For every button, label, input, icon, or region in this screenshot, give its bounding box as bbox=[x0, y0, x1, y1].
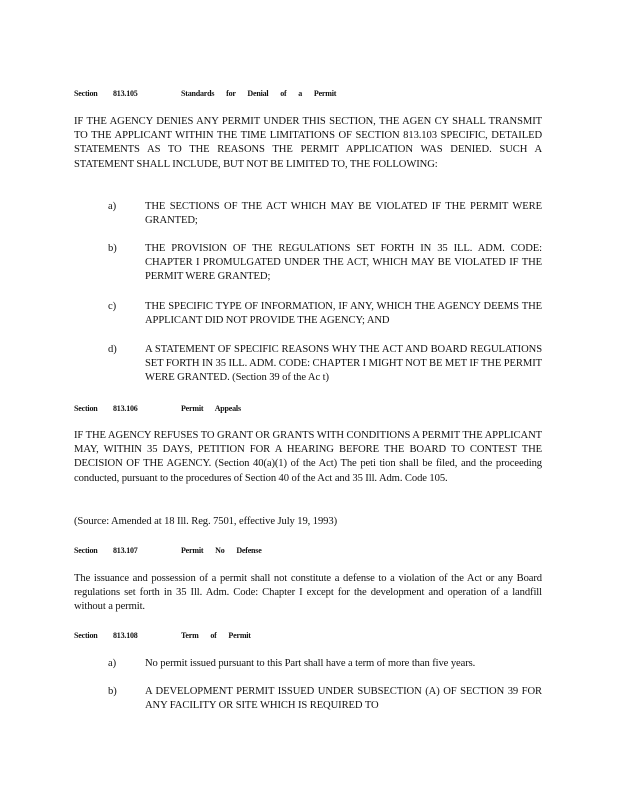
list-marker: c) bbox=[108, 301, 117, 312]
section-heading-813-106 bbox=[74, 404, 241, 413]
list-marker: a) bbox=[108, 658, 117, 669]
list-marker: a) bbox=[108, 201, 117, 212]
section-label: Section bbox=[74, 89, 98, 98]
section-title: Permit No Defense bbox=[181, 546, 262, 555]
list-item-text: A STATEMENT OF SPECIFIC REASONS WHY THE ACT AND BOARD REGULATIONS SET FORTH IN 35 ILL. ADM. CODE: CHAPTER I MIGHT NOT BE MET IF THE PERMIT WERE GRANTED. (Section 39 of the Ac t) bbox=[145, 344, 542, 384]
list-item-text: A DEVELOPMENT PERMIT ISSUED UNDER SUBSECTION (A) OF SECTION 39 FOR ANY FACILITY OR SITE WHICH IS REQUIRED TO bbox=[145, 686, 542, 712]
section-number: 813.108 bbox=[113, 631, 138, 640]
section-heading-813-105 bbox=[74, 89, 336, 98]
list-item-text: No permit issued pursuant to this Part shall have a term of more than five years. bbox=[145, 658, 476, 669]
source-note: (Source: Amended at 18 Ill. Reg. 7501, effective July 19, 1993) bbox=[74, 516, 337, 527]
list-item-a bbox=[108, 200, 542, 228]
section-heading-813-108 bbox=[74, 631, 251, 640]
section-title: Standards for Denial of a Permit bbox=[181, 89, 337, 98]
section-813-107-paragraph: The issuance and possession of a permit shall not constitute a defense to a violation of the Act or any Board regulations set forth in 35 Ill. Adm. Code: Chapter I except for the development and operation of a landfill without a permit. bbox=[74, 573, 542, 613]
list-item-b bbox=[108, 685, 542, 713]
section-title: Term of Permit bbox=[181, 631, 251, 640]
section-title: Permit Appeals bbox=[181, 404, 241, 413]
section-label: Section bbox=[74, 546, 98, 555]
section-number: 813.106 bbox=[113, 404, 138, 413]
list-item-text: THE PROVISION OF THE REGULATIONS SET FORTH IN 35 ILL. ADM. CODE: CHAPTER I PROMULGATED UNDER THE ACT, WHICH MAY BE VIOLATED IF THE PERMIT WERE GRANTED; bbox=[145, 243, 542, 283]
list-item-text: THE SECTIONS OF THE ACT WHICH MAY BE VIOLATED IF THE PERMIT WERE GRANTED; bbox=[145, 201, 542, 227]
list-marker: d) bbox=[108, 344, 117, 355]
list-item-c bbox=[108, 300, 542, 328]
section-label: Section bbox=[74, 631, 98, 640]
list-marker: b) bbox=[108, 686, 117, 697]
list-item-d bbox=[108, 343, 542, 386]
list-item-b bbox=[108, 242, 542, 285]
list-item-a bbox=[108, 657, 542, 671]
list-marker: b) bbox=[108, 243, 117, 254]
section-label: Section bbox=[74, 404, 98, 413]
section-number: 813.105 bbox=[113, 89, 138, 98]
section-813-106-paragraph: IF THE AGENCY REFUSES TO GRANT OR GRANTS WITH CONDITIONS A PERMIT THE APPLICANT MAY, WITHIN 35 DAYS, PETITION FOR A HEARING BEFORE THE BOARD TO CONTEST THE DECISION OF THE AGENCY. (Section 40(a)(1) of the Act) The peti tion shall be filed, and the proceeding conducted, pursuant to the procedures of Section 40 of the Act and 35 Ill. Adm. Code 105. bbox=[74, 430, 542, 484]
section-heading-813-107 bbox=[74, 546, 262, 555]
section-813-105-paragraph: IF THE AGENCY DENIES ANY PERMIT UNDER THIS SECTION, THE AGEN CY SHALL TRANSMIT TO THE APPLICANT WITHIN THE TIME LIMITATIONS OF SECTION 813.103 SPECIFIC, DETAILED STATEMENTS AS TO THE REASONS THE PERMIT APPLICATION WAS DENIED. SUCH A STATEMENT SHALL INCLUDE, BUT NOT BE LIMITED TO, THE FOLLOWING: bbox=[74, 116, 542, 170]
section-number: 813.107 bbox=[113, 546, 138, 555]
list-item-text: THE SPECIFIC TYPE OF INFORMATION, IF ANY, WHICH THE AGENCY DEEMS THE APPLICANT DID NOT PROVIDE THE AGENCY; AND bbox=[145, 301, 542, 327]
